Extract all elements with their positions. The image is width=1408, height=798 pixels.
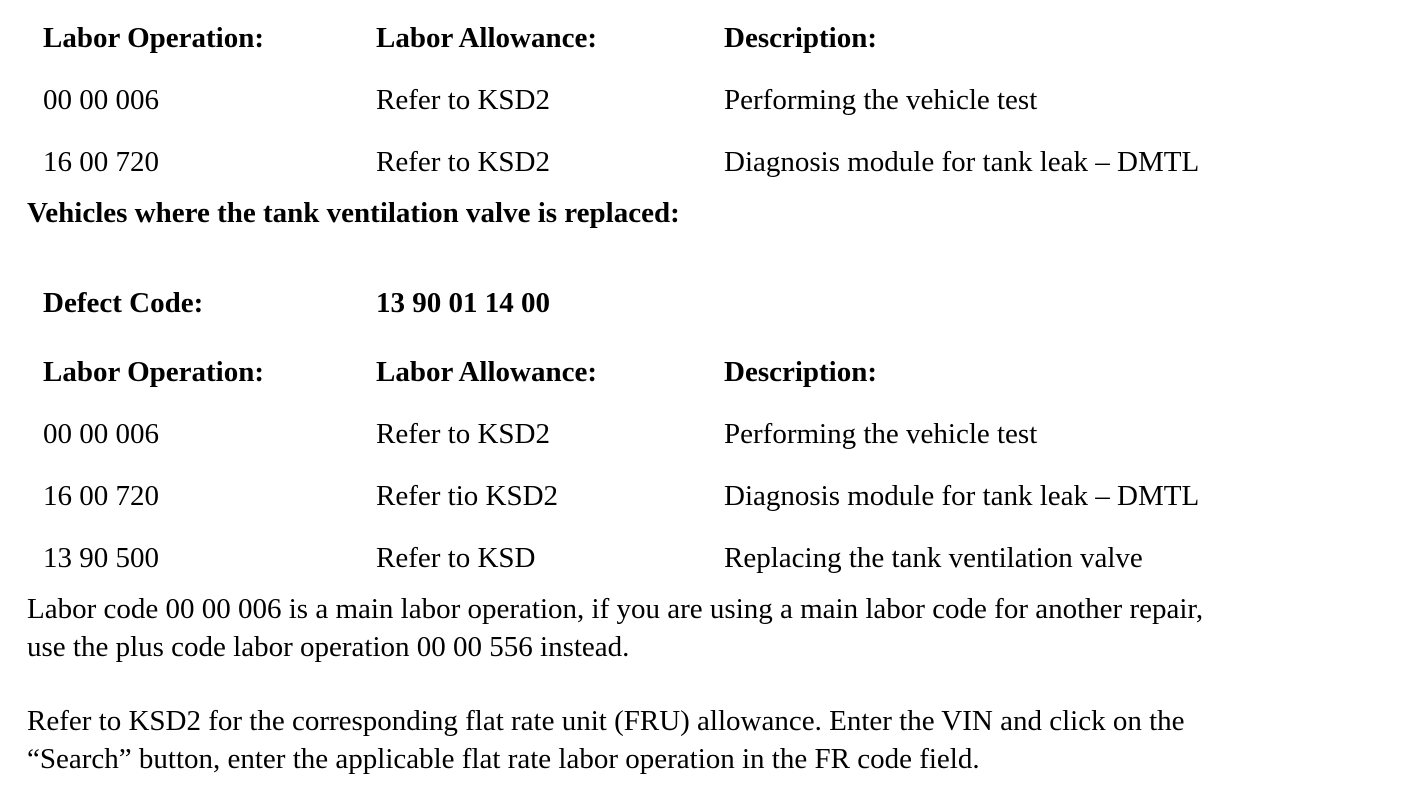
table1-row1-description: Performing the vehicle test — [724, 84, 1038, 116]
table1-row2-description: Diagnosis module for tank leak – DMTL — [724, 146, 1200, 178]
table2-header-labor-allowance: Labor Allowance: — [376, 356, 597, 388]
table1-row2-op: 16 00 720 — [43, 146, 159, 178]
note-paragraph2-line2: “Search” button, enter the applicable flat rate labor operation in the FR code field. — [27, 743, 980, 775]
table2-row2-allowance: Refer tio KSD2 — [376, 480, 559, 512]
note-paragraph2-line1: Refer to KSD2 for the corresponding flat rate unit (FRU) allowance. Enter the VIN and click on the — [27, 705, 1185, 737]
table2-row3-allowance: Refer to KSD — [376, 542, 536, 574]
table2-row1-description: Performing the vehicle test — [724, 418, 1038, 450]
table2-row2-description: Diagnosis module for tank leak – DMTL — [724, 480, 1200, 512]
table1-header-description: Description: — [724, 22, 878, 54]
table2-header-description: Description: — [724, 356, 878, 388]
table1-header-labor-operation: Labor Operation: — [43, 22, 264, 54]
defect-code-value: 13 90 01 14 00 — [376, 287, 550, 319]
section-heading: Vehicles where the tank ventilation valve is replaced: — [27, 197, 680, 229]
table2-row3-op: 13 90 500 — [43, 542, 159, 574]
note-paragraph1-line1: Labor code 00 00 006 is a main labor operation, if you are using a main labor code for another repair, — [27, 593, 1204, 625]
table1-header-labor-allowance: Labor Allowance: — [376, 22, 597, 54]
table1-row1-op: 00 00 006 — [43, 84, 159, 116]
table2-row1-allowance: Refer to KSD2 — [376, 418, 550, 450]
table2-row3-description: Replacing the tank ventilation valve — [724, 542, 1143, 574]
defect-code-label: Defect Code: — [43, 287, 204, 319]
table1-row2-allowance: Refer to KSD2 — [376, 146, 550, 178]
table2-header-labor-operation: Labor Operation: — [43, 356, 264, 388]
table2-row2-op: 16 00 720 — [43, 480, 159, 512]
table1-row1-allowance: Refer to KSD2 — [376, 84, 550, 116]
table2-row1-op: 00 00 006 — [43, 418, 159, 450]
note-paragraph1-line2: use the plus code labor operation 00 00 556 instead. — [27, 631, 630, 663]
